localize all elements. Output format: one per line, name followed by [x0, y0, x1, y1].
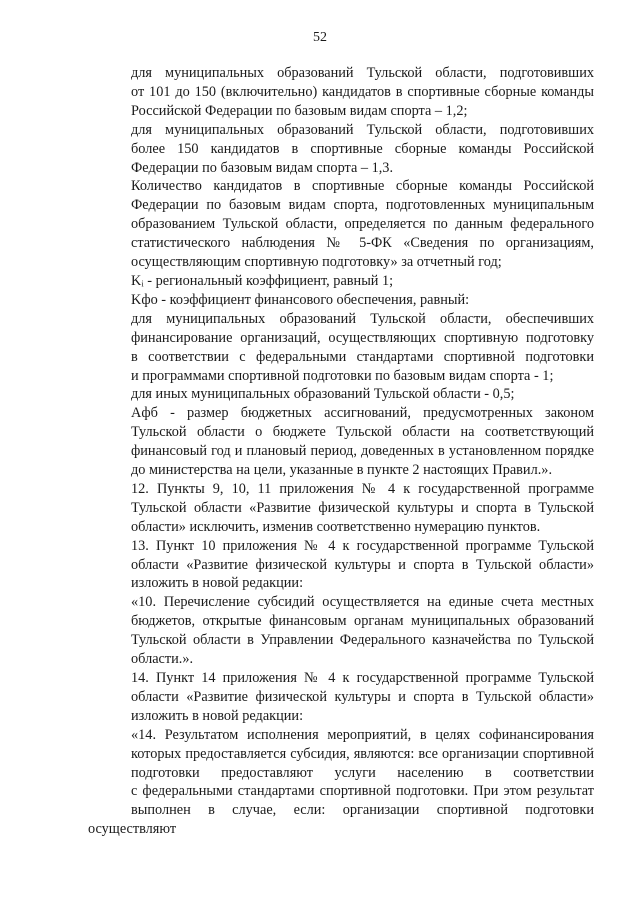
text-line: для муниципальных образований Тульской области, подготовивших [131, 65, 594, 81]
text-line: бюджетов, открытые финансовым органам муниципальных образований [131, 613, 594, 630]
text-line: от 101 до 150 (включительно) кандидатов в спортивные сборные команды [131, 83, 594, 100]
text-line: финансовый год и плановый период, доведенных в установленном порядке [131, 443, 594, 460]
text-line: для муниципальных образований Тульской области, обеспечивших [131, 310, 594, 327]
text-line: Тульской области в Управлении Федерального казначейства по Тульской [131, 632, 594, 649]
text-line: осуществляющим спортивную подготовку» за отчетный год; [131, 254, 502, 271]
text-line: Федерации по базовым видам спорта, подготовленных муниципальным [131, 197, 594, 214]
paragraph [88, 480, 594, 537]
text-line: Тульской области «Развитие физической культуры и спорта в Тульской [131, 499, 594, 516]
text-line: области «Развитие физической культуры и спорта в Тульской области» [131, 688, 594, 705]
text-line: изложить в новой редакции: [131, 575, 304, 592]
text-line: «14. Результатом исполнения мероприятий, в целях софинансирования [131, 726, 594, 743]
text-line: 14. Пункт 14 приложения № 4 к государственной программе Тульской [131, 670, 594, 686]
text-line: области» исключить, изменив соответственно нумерацию пунктов. [131, 518, 541, 535]
text-line: Количество кандидатов в спортивные сборные команды Российской [131, 178, 594, 195]
text-line: финансирование организаций, осуществляющих спортивную подготовку [131, 329, 594, 346]
text-line: более 150 кандидатов в спортивные сборные команды Российской [131, 140, 594, 157]
paragraph [88, 385, 594, 404]
paragraph [88, 310, 594, 386]
text-line: до министерства на цели, указанные в пункте 2 настоящих Правил.». [131, 462, 553, 479]
text-line: выполнен в случае, если: организации спортивной подготовки осуществляют [88, 802, 594, 838]
text-line: области.». [131, 651, 194, 668]
text-line: образованием Тульской области, определяется по данным федерального [131, 216, 594, 233]
text-line: для иных муниципальных образований Тульской области - 0,5; [131, 386, 515, 403]
paragraph [88, 291, 594, 310]
text-line: Федерации по базовым видам спорта – 1,3. [131, 159, 394, 176]
text-line: 12. Пункты 9, 10, 11 приложения № 4 к государственной программе [131, 480, 594, 497]
text-line: статистического наблюдения № 5-ФК «Сведения по организациям, [131, 235, 594, 252]
paragraph [88, 121, 594, 178]
paragraph [88, 537, 594, 594]
text-line: подготовки предоставляют услуги населению в соответствии [131, 764, 594, 781]
text-line: для муниципальных образований Тульской области, подготовивших [131, 121, 594, 138]
text-line: которых предоставляется субсидия, являются: все организации спортивной [131, 745, 594, 762]
paragraph [88, 177, 594, 272]
text-line: с федеральными стандартами спортивной подготовки. При этом результат [131, 783, 594, 800]
text-line: 13. Пункт 10 приложения № 4 к государственной программе Тульской [131, 537, 594, 554]
document-body [88, 64, 594, 839]
paragraph [88, 669, 594, 726]
paragraph [88, 726, 594, 839]
text-line: Российской Федерации по базовым видам спорта – 1,2; [131, 102, 468, 119]
text-line: Kфо - коэффициент финансового обеспечения, равный: [131, 291, 470, 308]
text-line: Тульской области о бюджете Тульской области на соответствующий [131, 424, 594, 441]
text-line: и программами спортивной подготовки по базовым видам спорта - 1; [131, 367, 554, 384]
text-line: Aфб - размер бюджетных ассигнований, предусмотренных законом [131, 405, 594, 422]
paragraph [88, 64, 594, 121]
page-number: 52 [313, 30, 327, 45]
paragraph [88, 593, 594, 669]
text-line: в соответствии с федеральными стандартами спортивной подготовки [131, 348, 594, 365]
text-line: области «Развитие физической культуры и спорта в Тульской области» [131, 556, 594, 573]
text-line: Kᵢ - региональный коэффициент, равный 1; [131, 272, 394, 289]
paragraph [88, 404, 594, 480]
paragraph [88, 272, 594, 291]
text-line: изложить в новой редакции: [131, 707, 304, 724]
text-line: «10. Перечисление субсидий осуществляется на единые счета местных [131, 594, 594, 611]
